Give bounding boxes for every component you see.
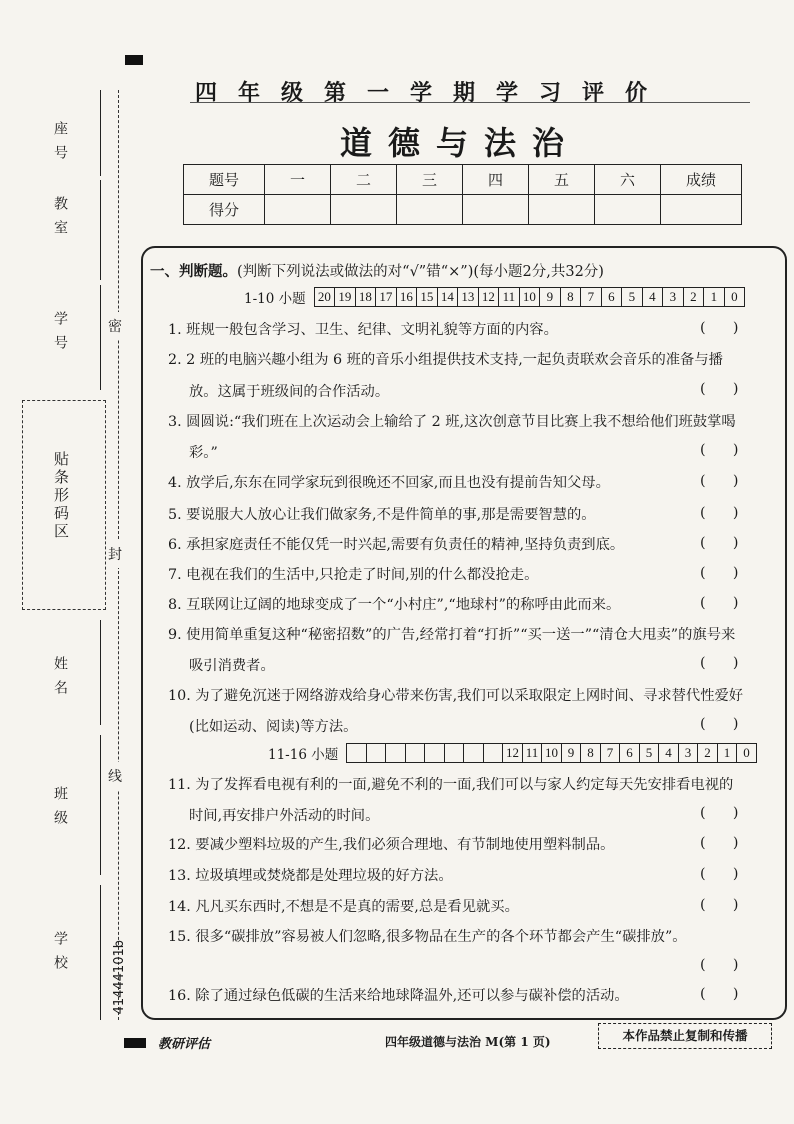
answer-grid-11-16 (268, 743, 757, 763)
score-table-header-row (184, 165, 742, 195)
answer-cell-a-7[interactable]: 13 (457, 288, 478, 306)
question-10: 10. 为了避免沉迷于网络游戏给身心带来伤害,我们可以采取限定上网时间、寻求替代性爱好 (168, 688, 744, 704)
question-12: 12. 要减少塑料垃圾的产生,我们必须合理地、有节制地使用塑料制品。 (168, 837, 615, 853)
score-input-1[interactable] (265, 195, 331, 225)
answer-cell-b-0[interactable] (347, 744, 366, 762)
exam-subtitle: 四年级第一学期学习评价 (195, 80, 669, 106)
answer-cell-b-12[interactable]: 8 (580, 744, 600, 762)
question-14: 14. 凡凡买东西时,不想是不是真的需要,总是看见就买。 (168, 899, 519, 915)
answer-cell-a-20[interactable]: 0 (724, 288, 745, 306)
question-15: 15. 很多“碳排放”容易被人们忽略,很多物品在生产的各个环节都会产生“碳排放”。 (168, 929, 687, 945)
answer-paren-11[interactable]: ( ) (700, 805, 739, 821)
answer-paren-2[interactable]: ( ) (700, 381, 739, 397)
answer-cell-b-7[interactable] (483, 744, 503, 762)
answer-cell-a-13[interactable]: 7 (580, 288, 601, 306)
answer-cell-a-15[interactable]: 5 (621, 288, 642, 306)
classroom-line (100, 180, 101, 280)
answer-paren-13[interactable]: ( ) (700, 866, 739, 882)
answer-cell-a-8[interactable]: 12 (478, 288, 499, 306)
score-input-total[interactable] (661, 195, 742, 225)
answer-cell-b-6[interactable] (463, 744, 483, 762)
score-input-6[interactable] (595, 195, 661, 225)
answer-cell-b-8[interactable]: 12 (502, 744, 522, 762)
question-2: 2. 2 班的电脑兴趣小组为 6 班的音乐小组提供技术支持,一起负责联欢会音乐的准备与播 (168, 352, 723, 368)
answer-paren-14[interactable]: ( ) (700, 897, 739, 913)
question-6: 6. 承担家庭责任不能仅凭一时兴起,需要有负责任的精神,坚持负责到底。 (168, 537, 625, 553)
name-label: 姓名 (52, 656, 68, 704)
answer-cell-a-18[interactable]: 2 (683, 288, 704, 306)
answer-grid-11-16-label: 11-16 小题 (268, 747, 339, 763)
answer-paren-16[interactable]: ( ) (700, 986, 739, 1002)
answer-cell-a-5[interactable]: 15 (416, 288, 437, 306)
seal-word-feng: 封 (108, 540, 122, 568)
question-2-cont: 放。这属于班级间的合作活动。 (189, 384, 390, 400)
question-11: 11. 为了发挥看电视有利的一面,避免不利的一面,我们可以与家人约定每天先安排看电视的 (168, 777, 734, 793)
question-1: 1. 班规一般包含学习、卫生、纪律、文明礼貌等方面的内容。 (168, 322, 558, 338)
answer-paren-9[interactable]: ( ) (700, 655, 739, 671)
answer-cell-b-1[interactable] (366, 744, 386, 762)
barcode-paste-area (22, 400, 106, 610)
answer-cell-a-19[interactable]: 1 (703, 288, 724, 306)
question-3-cont: 彩。” (189, 445, 218, 461)
school-label: 学校 (52, 931, 68, 979)
answer-cell-b-19[interactable]: 1 (717, 744, 737, 762)
answer-cell-b-16[interactable]: 4 (658, 744, 678, 762)
answer-paren-8[interactable]: ( ) (700, 595, 739, 611)
header-rule (190, 102, 750, 103)
answer-cell-a-0[interactable]: 20 (317, 289, 331, 304)
answer-cell-a-3[interactable]: 17 (375, 288, 396, 306)
score-input-2[interactable] (331, 195, 397, 225)
school-line (100, 885, 101, 1020)
score-input-4[interactable] (463, 195, 529, 225)
score-row-label: 得分 (184, 195, 265, 225)
class-label: 班级 (52, 786, 68, 834)
question-16: 16. 除了通过绿色低碳的生活来给地球降温外,还可以参与碳补偿的活动。 (168, 988, 629, 1004)
subject-title: 道德与法治 (340, 124, 581, 162)
question-3: 3. 圆圆说:“我们班在上次运动会上输给了 2 班,这次创意节目比赛上我不想给他们班鼓掌喝 (168, 414, 736, 430)
answer-paren-5[interactable]: ( ) (700, 505, 739, 521)
answer-paren-10[interactable]: ( ) (700, 716, 739, 732)
answer-cell-b-11[interactable]: 9 (561, 744, 581, 762)
score-table (183, 164, 742, 225)
seat-number-label: 座号 (52, 121, 68, 169)
registration-mark-bottom (124, 1038, 146, 1048)
question-13: 13. 垃圾填埋或焚烧都是处理垃圾的好方法。 (168, 868, 453, 884)
answer-cell-b-15[interactable]: 5 (639, 744, 659, 762)
student-id-line (100, 285, 101, 390)
answer-cell-a-14[interactable]: 6 (601, 288, 622, 306)
question-4: 4. 放学后,东东在同学家玩到很晚还不回家,而且也没有提前告知父母。 (168, 475, 610, 491)
answer-cell-b-5[interactable] (444, 744, 464, 762)
barcode-paste-label: 贴条形码区 (52, 451, 70, 541)
question-7: 7. 电视在我们的生活中,只抢走了时间,别的什么都没抢走。 (168, 567, 539, 583)
paper-serial: 41444101b (112, 940, 127, 1015)
student-id-label: 学号 (52, 311, 68, 359)
name-line (100, 620, 101, 725)
seal-word-mi: 密 (108, 312, 122, 340)
answer-paren-7[interactable]: ( ) (700, 565, 739, 581)
answer-cell-b-9[interactable]: 11 (522, 744, 542, 762)
question-5: 5. 要说服大人放心让我们做家务,不是件简单的事,那是需要智慧的。 (168, 507, 596, 523)
answer-cell-b-4[interactable] (424, 744, 444, 762)
score-cell-total: 成绩 (661, 165, 742, 195)
answer-grid-11-16-cells (346, 743, 757, 763)
registration-mark-top (125, 55, 143, 65)
answer-cell-b-2[interactable] (385, 744, 405, 762)
page-label: 四年级道德与法治 M(第 1 页) (385, 1035, 551, 1049)
classroom-label: 教室 (52, 196, 68, 244)
answer-paren-15[interactable]: ( ) (700, 957, 739, 973)
answer-cell-a-10[interactable]: 10 (519, 288, 540, 306)
answer-cell-b-3[interactable] (405, 744, 425, 762)
answer-paren-3[interactable]: ( ) (700, 442, 739, 458)
question-8: 8. 互联网让辽阔的地球变成了一个“小村庄”,“地球村”的称呼由此而来。 (168, 597, 621, 613)
score-cell-6: 六 (595, 165, 661, 195)
score-cell-2: 二 (331, 165, 397, 195)
seat-number-line (100, 90, 101, 176)
class-line (100, 735, 101, 875)
score-cell-1: 一 (265, 165, 331, 195)
score-input-3[interactable] (397, 195, 463, 225)
publisher-brand: 教研评估 (158, 1037, 211, 1052)
answer-cell-a-12[interactable]: 8 (560, 288, 581, 306)
score-cell-5: 五 (529, 165, 595, 195)
question-10-cont: (比如运动、阅读)等方法。 (189, 719, 358, 735)
answer-cell-a-9[interactable]: 11 (498, 288, 519, 306)
answer-grid-1-10-cells (314, 287, 746, 307)
section-heading (150, 260, 604, 281)
answer-cell-a-4[interactable]: 16 (396, 288, 417, 306)
score-cell-label: 题号 (184, 165, 265, 195)
score-input-5[interactable] (529, 195, 595, 225)
answer-cell-b-14[interactable]: 6 (619, 744, 639, 762)
answer-cell-a-16[interactable]: 4 (642, 288, 663, 306)
answer-paren-4[interactable]: ( ) (700, 473, 739, 489)
score-cell-4: 四 (463, 165, 529, 195)
answer-cell-b-10[interactable]: 10 (541, 744, 561, 762)
answer-cell-a-6[interactable]: 14 (437, 288, 458, 306)
answer-cell-b-18[interactable]: 2 (697, 744, 717, 762)
answer-cell-a-11[interactable]: 9 (539, 288, 560, 306)
answer-grid-1-10-label: 1-10 小题 (244, 291, 306, 307)
score-table-score-row (184, 195, 742, 225)
copyright-notice: 本作品禁止复制和传播 (598, 1023, 772, 1049)
question-11-cont: 时间,再安排户外活动的时间。 (189, 808, 380, 824)
answer-paren-1[interactable]: ( ) (700, 320, 739, 336)
section-instruction: (判断下列说法或做法的对“√”错“×”)(每小题2分,共32分) (237, 264, 604, 280)
answer-cell-a-1[interactable]: 19 (334, 288, 355, 306)
answer-cell-b-20[interactable]: 0 (736, 744, 756, 762)
answer-grid-1-10 (244, 287, 745, 307)
answer-cell-b-13[interactable]: 7 (600, 744, 620, 762)
answer-cell-b-17[interactable]: 3 (678, 744, 698, 762)
answer-cell-a-17[interactable]: 3 (662, 288, 683, 306)
answer-cell-a-2[interactable]: 18 (355, 288, 376, 306)
question-9-cont: 吸引消费者。 (189, 658, 275, 674)
answer-paren-12[interactable]: ( ) (700, 835, 739, 851)
seal-word-xian: 线 (108, 762, 122, 790)
question-9: 9. 使用简单重复这种“秘密招数”的广告,经常打着“打折”“买一送一”“清仓大甩卖”的旗号来 (168, 627, 736, 643)
section-title: 一、判断题。 (150, 263, 237, 280)
answer-paren-6[interactable]: ( ) (700, 535, 739, 551)
score-cell-3: 三 (397, 165, 463, 195)
